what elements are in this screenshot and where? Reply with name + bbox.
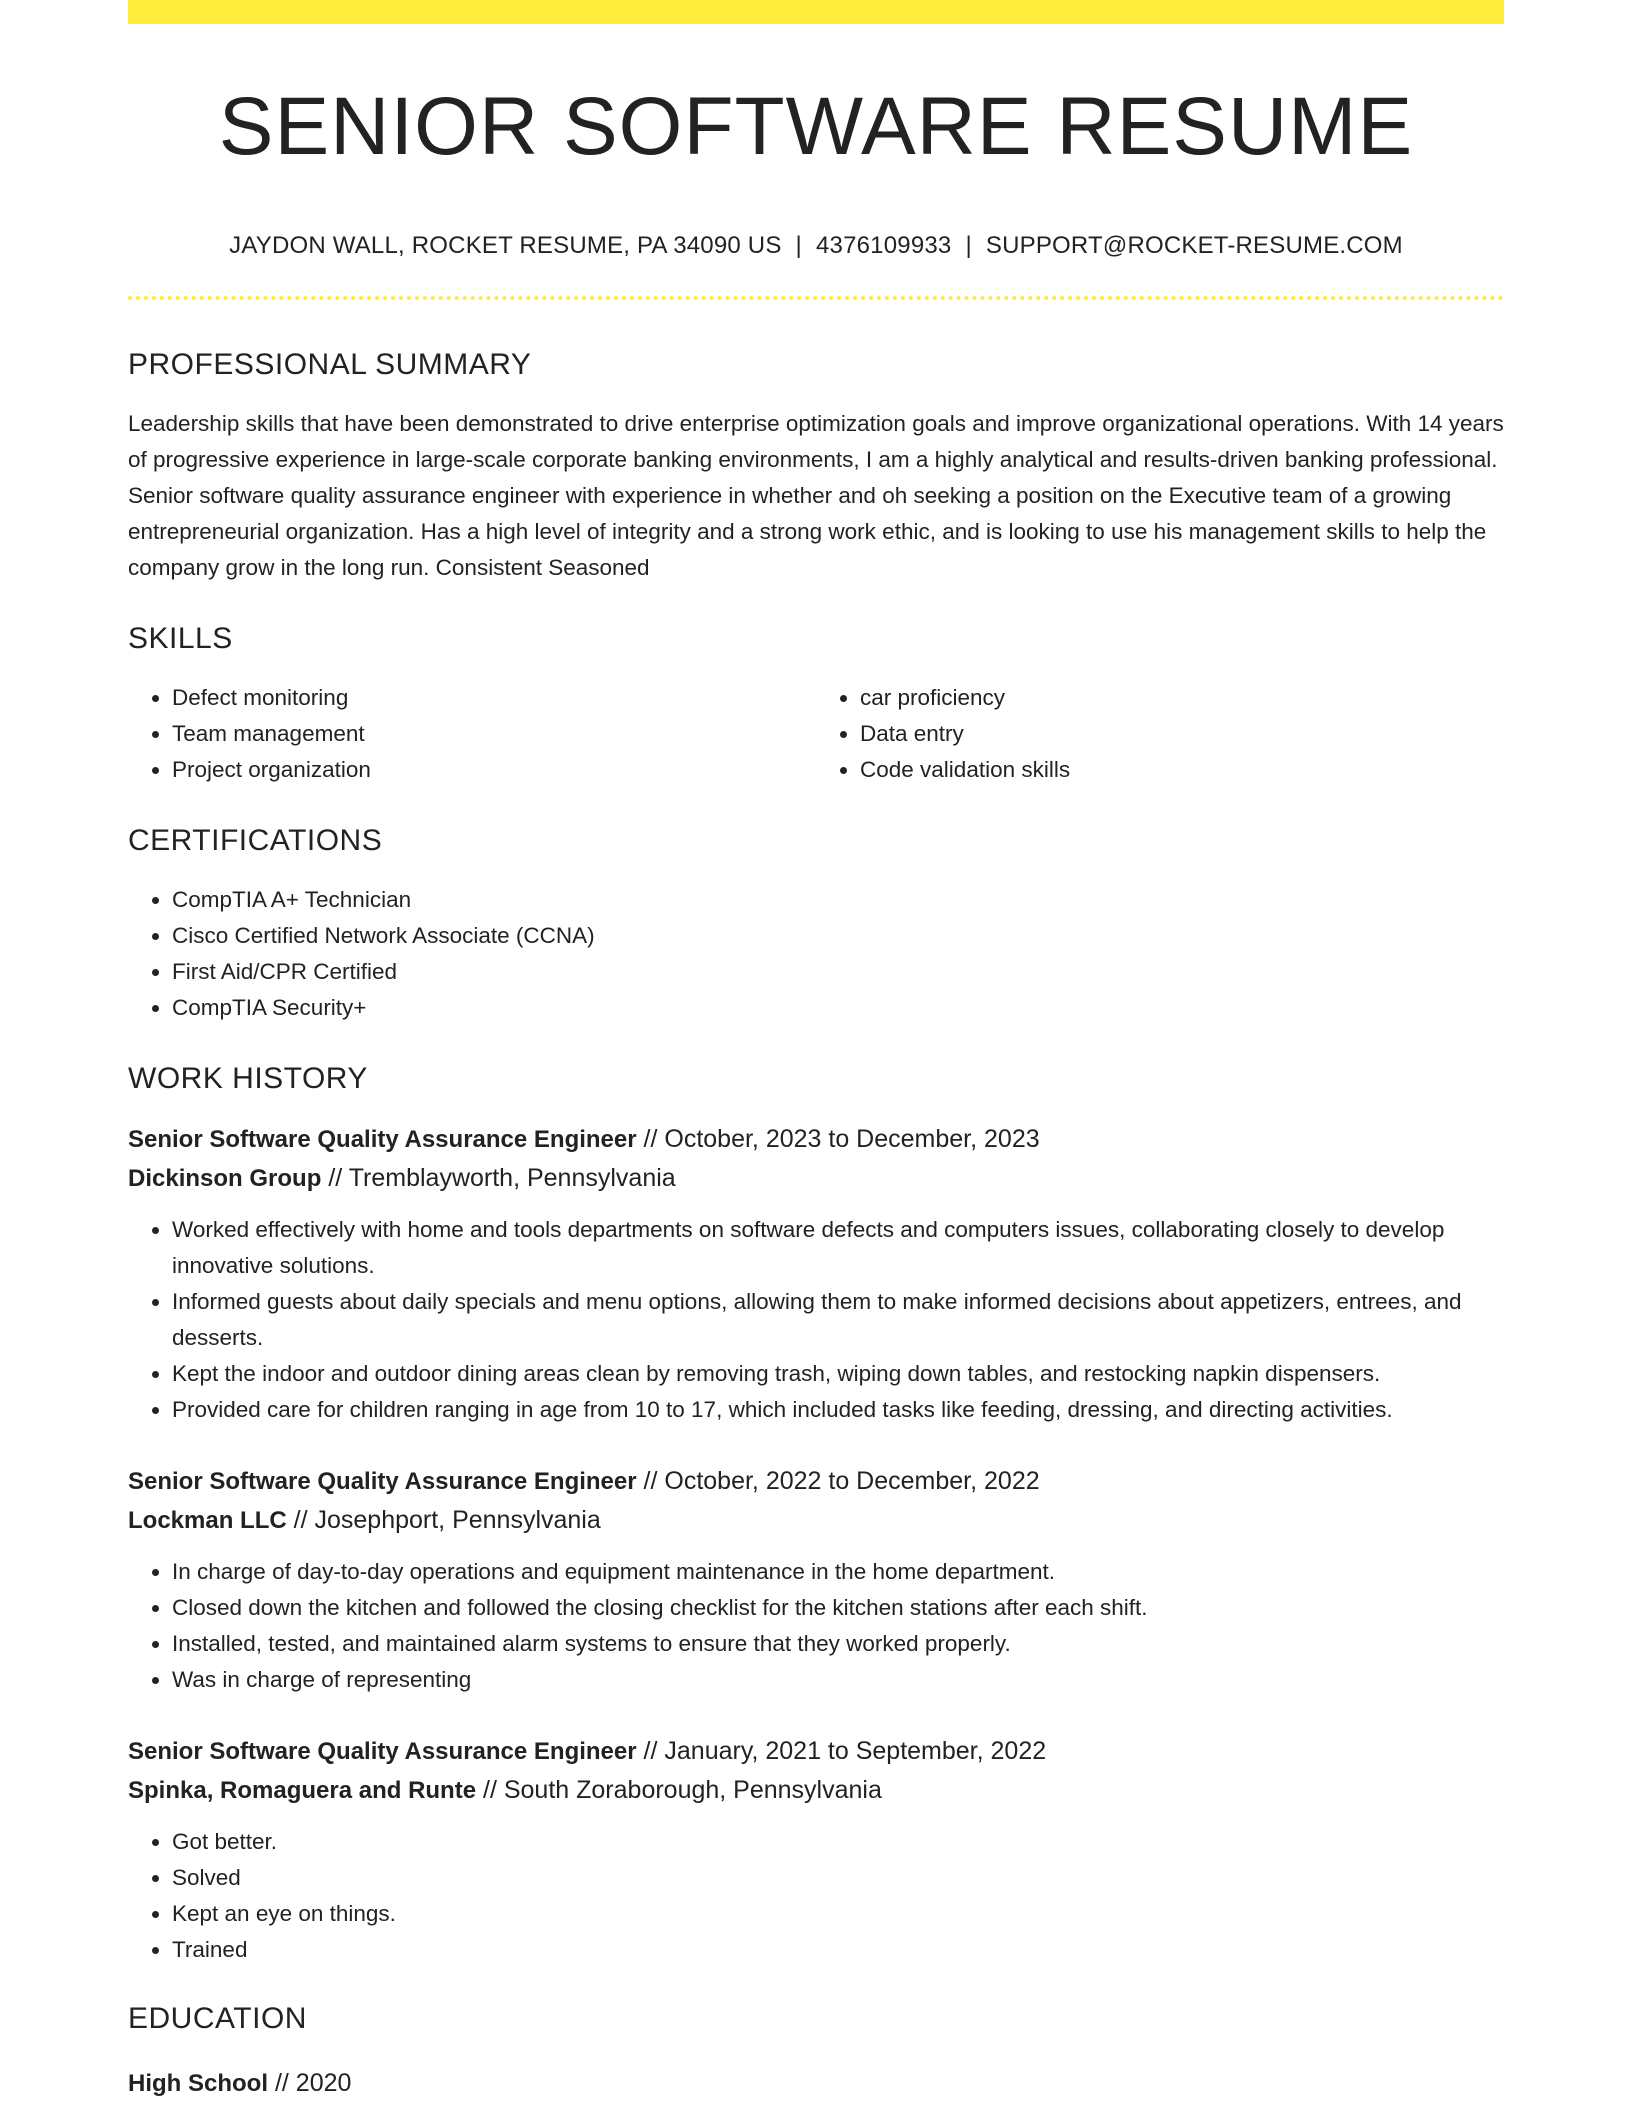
job-dates: // October, 2023 to December, 2023 [643,1125,1040,1153]
certification-item: • CompTIA A+ Technician [172,882,1504,918]
job-dates: // October, 2022 to December, 2022 [643,1467,1040,1495]
skills-grid [128,680,1504,788]
skill-item: • Data entry [860,716,1504,752]
job-bullet: • Informed guests about daily specials and menu options, allowing them to make informed decisions about appetizers, entrees, and desserts. [172,1284,1504,1356]
resume-title: SENIOR SOFTWARE RESUME [218,81,1414,172]
certification-item: • Cisco Certified Network Associate (CCNA) [172,918,1504,954]
job-bullet: • Provided care for children ranging in age from 10 to 17, which included tasks like feeding, dressing, and directing activities. [172,1392,1504,1428]
job-title: Senior Software Quality Assurance Engineer [128,1738,637,1765]
education-year: // 2020 [274,2069,352,2097]
education-school: High School [128,2070,268,2097]
skills-list-left [128,680,816,788]
work-history-section [128,1064,1504,1968]
section-heading: EDUCATION [128,2002,307,2035]
contact-phone: 4376109933 [815,232,952,259]
job-bullet: • Installed, tested, and maintained alarm systems to ensure that they worked properly. [172,1626,1504,1662]
contact-email: SUPPORT@ROCKET-RESUME.COM [985,232,1403,259]
section-heading: PROFESSIONAL SUMMARY [128,348,532,381]
job-bullet: • Trained [172,1932,1504,1968]
contact-address: JAYDON WALL, ROCKET RESUME, PA 34090 US [229,232,782,259]
job-title-line [128,1732,1504,1771]
job-bullet: • Kept an eye on things. [172,1896,1504,1932]
section-heading: CERTIFICATIONS [128,824,383,857]
accent-bar [128,0,1504,24]
job-location: // South Zoraborough, Pennsylvania [483,1776,882,1804]
job-company: Lockman LLC [128,1507,287,1534]
job-company-line [128,1771,1504,1810]
resume-page [128,0,1504,2103]
job-location: // Josephport, Pennsylvania [293,1506,601,1534]
education-entry [128,2064,1504,2103]
job-title: Senior Software Quality Assurance Engineer [128,1126,637,1153]
certifications-section [128,826,1504,1026]
job-company: Dickinson Group [128,1165,322,1192]
education-section [128,2004,1504,2103]
job-dates: // January, 2021 to September, 2022 [643,1737,1047,1765]
job-location: // Tremblayworth, Pennsylvania [328,1164,676,1192]
certifications-list [128,882,1504,1026]
job-title: Senior Software Quality Assurance Engineer [128,1468,637,1495]
job-title-line [128,1462,1504,1501]
summary-text: Leadership skills that have been demonstrated to drive enterprise optimization goals and improve organizational operations. With 14 years of progressive experience in large-scale corporate banking environments, I am a highly analytical and results-driven banking professional. Senior software quality assurance engineer with experience in whether and oh seeking a position on the Executive team of a growing entrepreneurial organization. Has a high level of integrity and a strong work ethic, and is looking to use his management skills to help the company grow in the long run. Consistent Seasoned [128,411,1504,580]
section-heading: WORK HISTORY [128,1062,368,1095]
job-bullet: • Solved [172,1860,1504,1896]
skill-item: • Project organization [172,752,816,788]
job-bullets [128,1554,1504,1698]
summary-section [128,350,1504,586]
job-bullet: • In charge of day-to-day operations and equipment maintenance in the home department. [172,1554,1504,1590]
section-heading: SKILLS [128,622,233,655]
contact-separator: | [795,232,802,259]
job-title-line [128,1120,1504,1159]
job-bullets [128,1824,1504,1968]
job-company-line [128,1501,1504,1540]
skill-item: • Team management [172,716,816,752]
job-company-line [128,1159,1504,1198]
job-entry [128,1732,1504,1968]
certification-item: • CompTIA Security+ [172,990,1504,1026]
skills-section [128,624,1504,788]
skill-item: • Code validation skills [860,752,1504,788]
job-entry [128,1120,1504,1428]
job-bullet: • Closed down the kitchen and followed the closing checklist for the kitchen stations after each shift. [172,1590,1504,1626]
job-bullet: • Got better. [172,1824,1504,1860]
job-bullets [128,1212,1504,1428]
job-entry [128,1462,1504,1698]
certification-item: • First Aid/CPR Certified [172,954,1504,990]
skill-item: • Defect monitoring [172,680,816,716]
job-bullet: • Was in charge of representing [172,1662,1504,1698]
contact-line [128,234,1504,258]
job-company: Spinka, Romaguera and Runte [128,1777,477,1804]
job-bullet: • Kept the indoor and outdoor dining areas clean by removing trash, wiping down tables, and restocking napkin dispensers. [172,1356,1504,1392]
job-bullet: • Worked effectively with home and tools departments on software defects and computers issues, collaborating closely to develop innovative solutions. [172,1212,1504,1284]
skills-list-right [816,680,1504,788]
dotted-divider [128,296,1504,300]
contact-separator: | [965,232,972,259]
skill-item: • car proficiency [860,680,1504,716]
